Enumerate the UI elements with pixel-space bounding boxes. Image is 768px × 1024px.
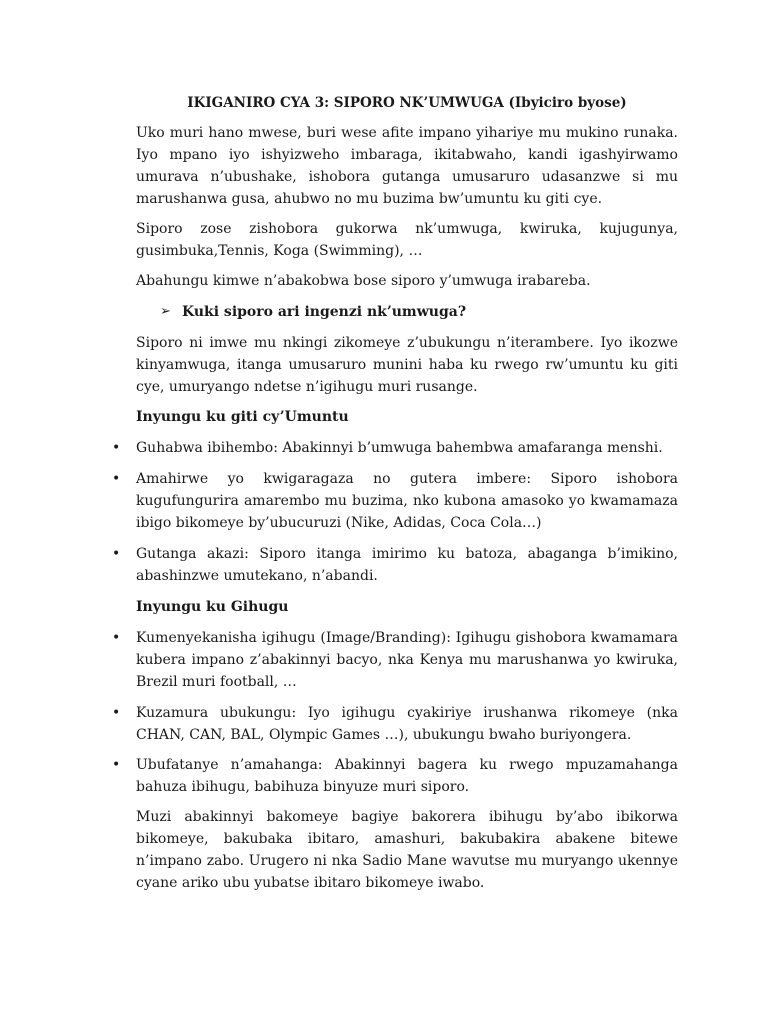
document-title: IKIGANIRO CYA 3: SIPORO NK’UMWUGA (Ibyiciro byose) bbox=[187, 95, 627, 111]
bullet-icon: • bbox=[112, 471, 121, 487]
bullet-icon: • bbox=[112, 705, 121, 721]
section-heading-individual: Inyungu ku giti cy’Umuntu bbox=[136, 409, 349, 425]
intro-paragraph-3: Abahungu kimwe n’abakobwa bose siporo y’umwuga irabareba. bbox=[136, 273, 591, 289]
bullet-text: Amahirwe yo kwigaragaza no gutera imbere: Siporo ishobora kugufungurira amarembo mu buzima, nko kubona amasoko yo kwamamaza ibigo bikomeye by’ubucuruzi (Nike, Adidas, Coca Cola…) bbox=[136, 471, 678, 531]
bullet-item bbox=[112, 754, 678, 798]
intro-paragraph-1: Uko muri hano mwese, buri wese afite impano yihariye mu mukino runaka. Iyo mpano iyo ishyizweho imbaraga, ikitabwaho, kandi igashyirwamo umurava n’ubushake, ishobora gutanga umusaruro udasanzwe si mu marushanwa gusa, ahubwo no mu buzima bw’umuntu ku giti cye. bbox=[136, 125, 678, 207]
bullet-item bbox=[112, 468, 678, 534]
question-text: Kuki siporo ari ingenzi nk’umwuga? bbox=[182, 304, 467, 320]
bullet-item bbox=[112, 543, 678, 587]
bullet-text: Kuzamura ubukungu: Iyo igihugu cyakiriye irushanwa rikomeye (nka CHAN, CAN, BAL, Olympic Games …), ubukungu bwaho buriyongera. bbox=[136, 705, 678, 743]
section-heading-country: Inyungu ku Gihugu bbox=[136, 599, 289, 615]
bullet-text: Kumenyekanisha igihugu (Image/Branding): Igihugu gishobora kwamamara kubera impano z’abakinnyi bacyo, nka Kenya mu marushanwa yo kwiruka, Brezil muri football, … bbox=[136, 630, 678, 690]
bullet-icon: • bbox=[112, 757, 121, 773]
bullet-item bbox=[112, 437, 678, 459]
bullet-text: Guhabwa ibihembo: Abakinnyi b’umwuga bahembwa amafaranga menshi. bbox=[136, 440, 663, 456]
bullet-item bbox=[112, 627, 678, 693]
bullet-icon: • bbox=[112, 630, 121, 646]
arrow-bullet-icon: ➢ bbox=[160, 304, 171, 319]
bullet-item bbox=[112, 702, 678, 746]
question-heading bbox=[160, 301, 467, 323]
bullet-icon: • bbox=[112, 546, 121, 562]
answer-paragraph: Siporo ni imwe mu nkingi zikomeye z’ubukungu n’iterambere. Iyo ikozwe kinyamwuga, itanga umusaruro munini haba ku rwego rw’umuntu ku giti cye, umuryango ndetse n’igihugu muri rusange. bbox=[136, 335, 678, 395]
intro-paragraph-2: Siporo zose zishobora gukorwa nk’umwuga, kwiruka, kujugunya, gusimbuka,Tennis, Koga (Swimming), … bbox=[136, 221, 678, 259]
closing-paragraph: Muzi abakinnyi bakomeye bagiye bakorera ibihugu by’abo ibikorwa bikomeye, bakubaka ibitaro, amashuri, bakubakira abakene bitewe n’impano zabo. Urugero ni nka Sadio Mane wavutse mu muryango ukennye cyane ariko ubu yubatse ibitaro bikomeye iwabo. bbox=[136, 809, 678, 891]
bullet-icon: • bbox=[112, 440, 121, 456]
bullet-text: Gutanga akazi: Siporo itanga imirimo ku batoza, abaganga b’imikino, abashinzwe umutekano, n’abandi. bbox=[136, 546, 678, 584]
bullet-text: Ubufatanye n’amahanga: Abakinnyi bagera ku rwego mpuzamahanga bahuza ibihugu, babihuza binyuze muri siporo. bbox=[136, 757, 678, 795]
